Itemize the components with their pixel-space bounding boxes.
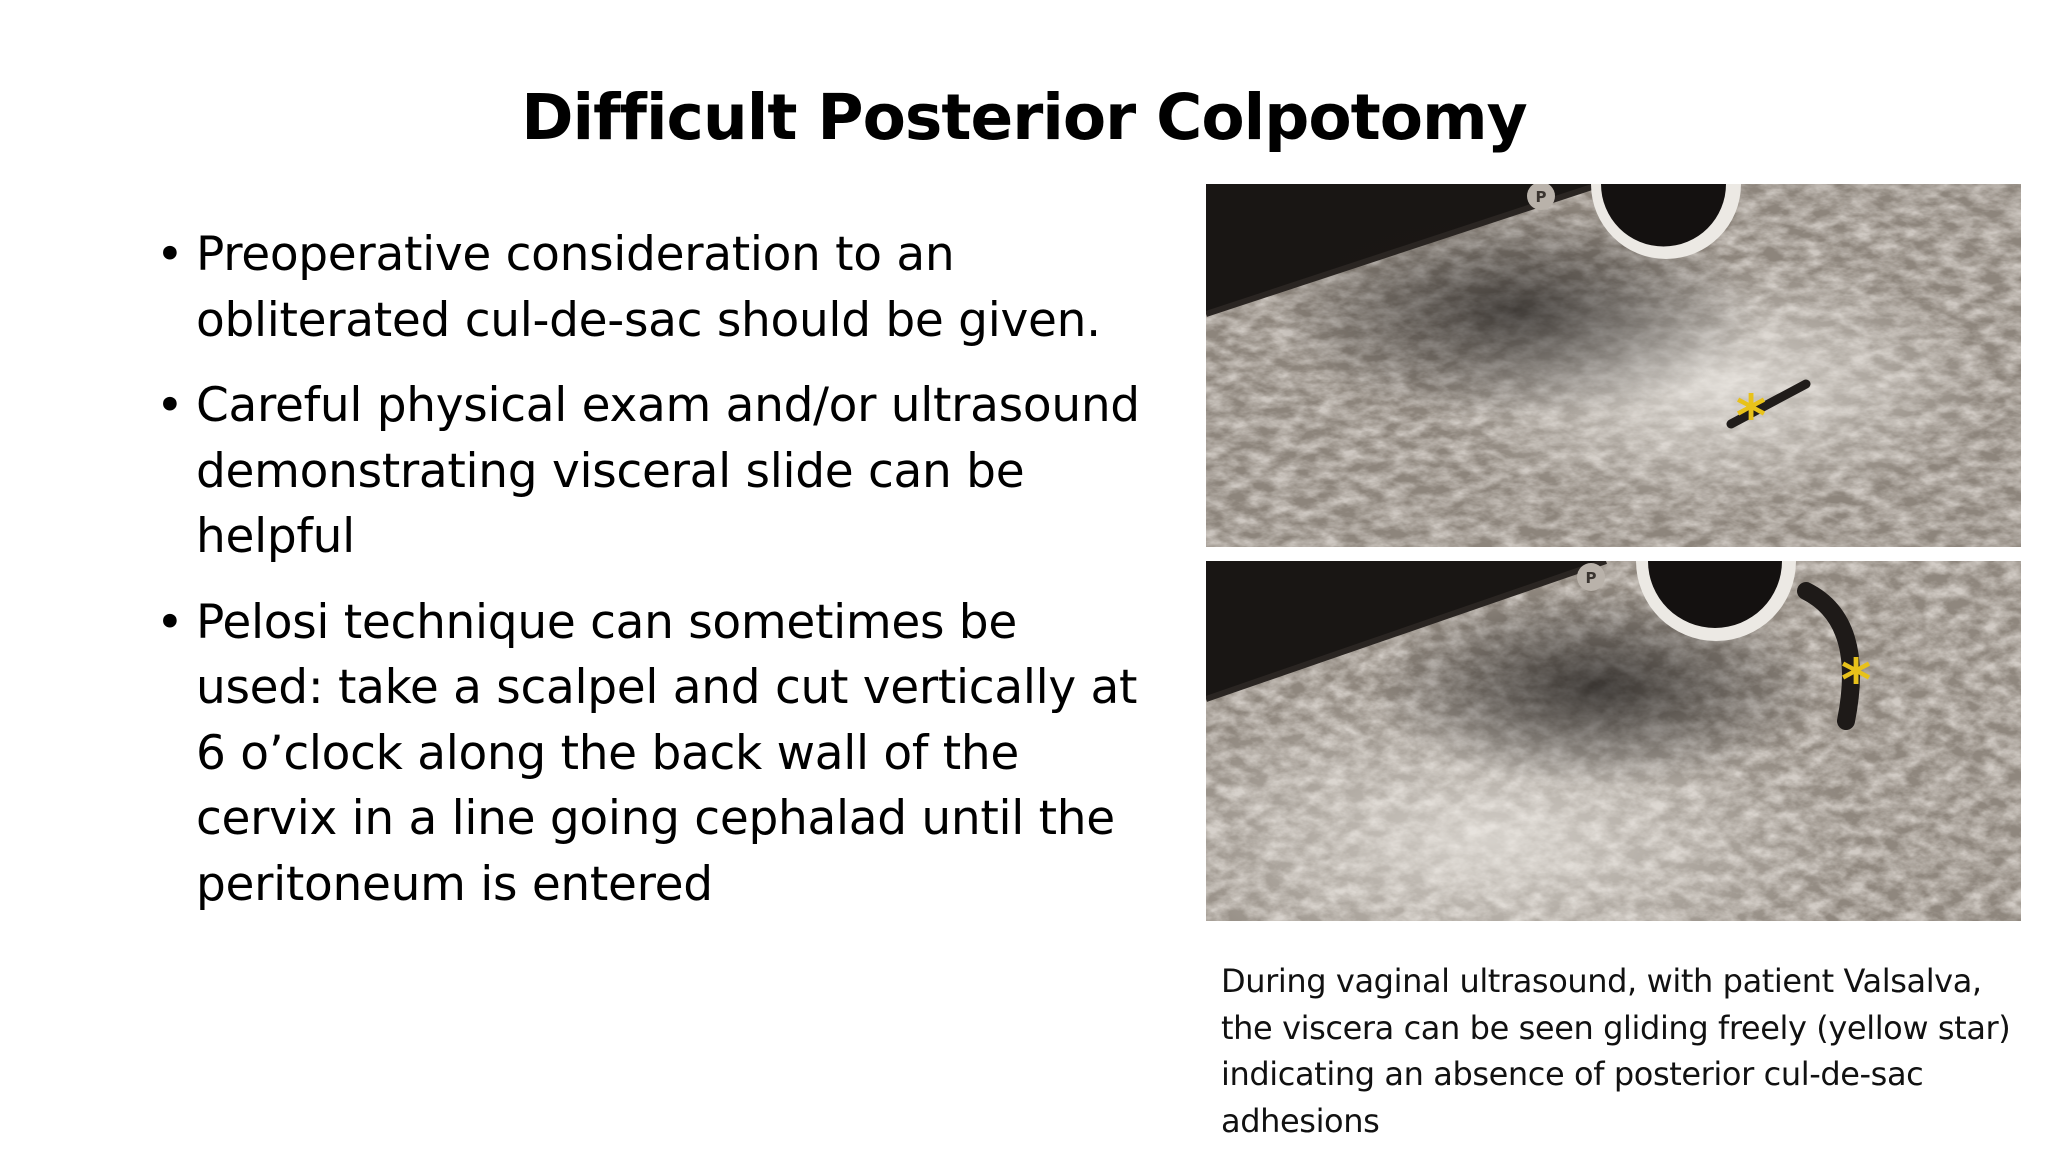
bullet-item-3 (152, 590, 1142, 918)
bullet-text: Preoperative consideration to an obliterated cul-de-sac should be given. (196, 227, 1101, 348)
bullet-text: Careful physical exam and/or ultrasound demonstrating visceral slide can be helpful (196, 378, 1140, 564)
bullet-item-2 (152, 373, 1142, 570)
probe-marker-label: P (1535, 188, 1547, 206)
bullet-marker: • (156, 378, 184, 433)
bullet-marker: • (156, 594, 184, 650)
ultrasound-scan-bottom (1206, 561, 2021, 921)
yellow-star-icon: * (1840, 646, 1872, 714)
ultrasound-image-bottom (1206, 561, 2021, 921)
bullet-text: Pelosi technique can sometimes be used: take a scalpel and cut vertically at 6 o’clock along the back wall of the cervix in a line going cephalad until the peritoneum is entered (196, 594, 1138, 912)
yellow-star-icon: * (1735, 382, 1767, 450)
image-caption: During vaginal ultrasound, with patient Valsalva, the viscera can be seen gliding freely (yellow star) indicating an absence of posterior cul-de-sac adhesions (1221, 962, 2011, 1140)
bullet-list (152, 222, 1142, 937)
probe-marker-label: P (1585, 569, 1597, 587)
bullet-item-1 (152, 222, 1142, 353)
bullet-marker: • (156, 227, 184, 282)
ultrasound-image-top (1206, 184, 2021, 547)
ultrasound-scan-top (1206, 184, 2021, 547)
slide-title: Difficult Posterior Colpotomy (521, 81, 1527, 154)
